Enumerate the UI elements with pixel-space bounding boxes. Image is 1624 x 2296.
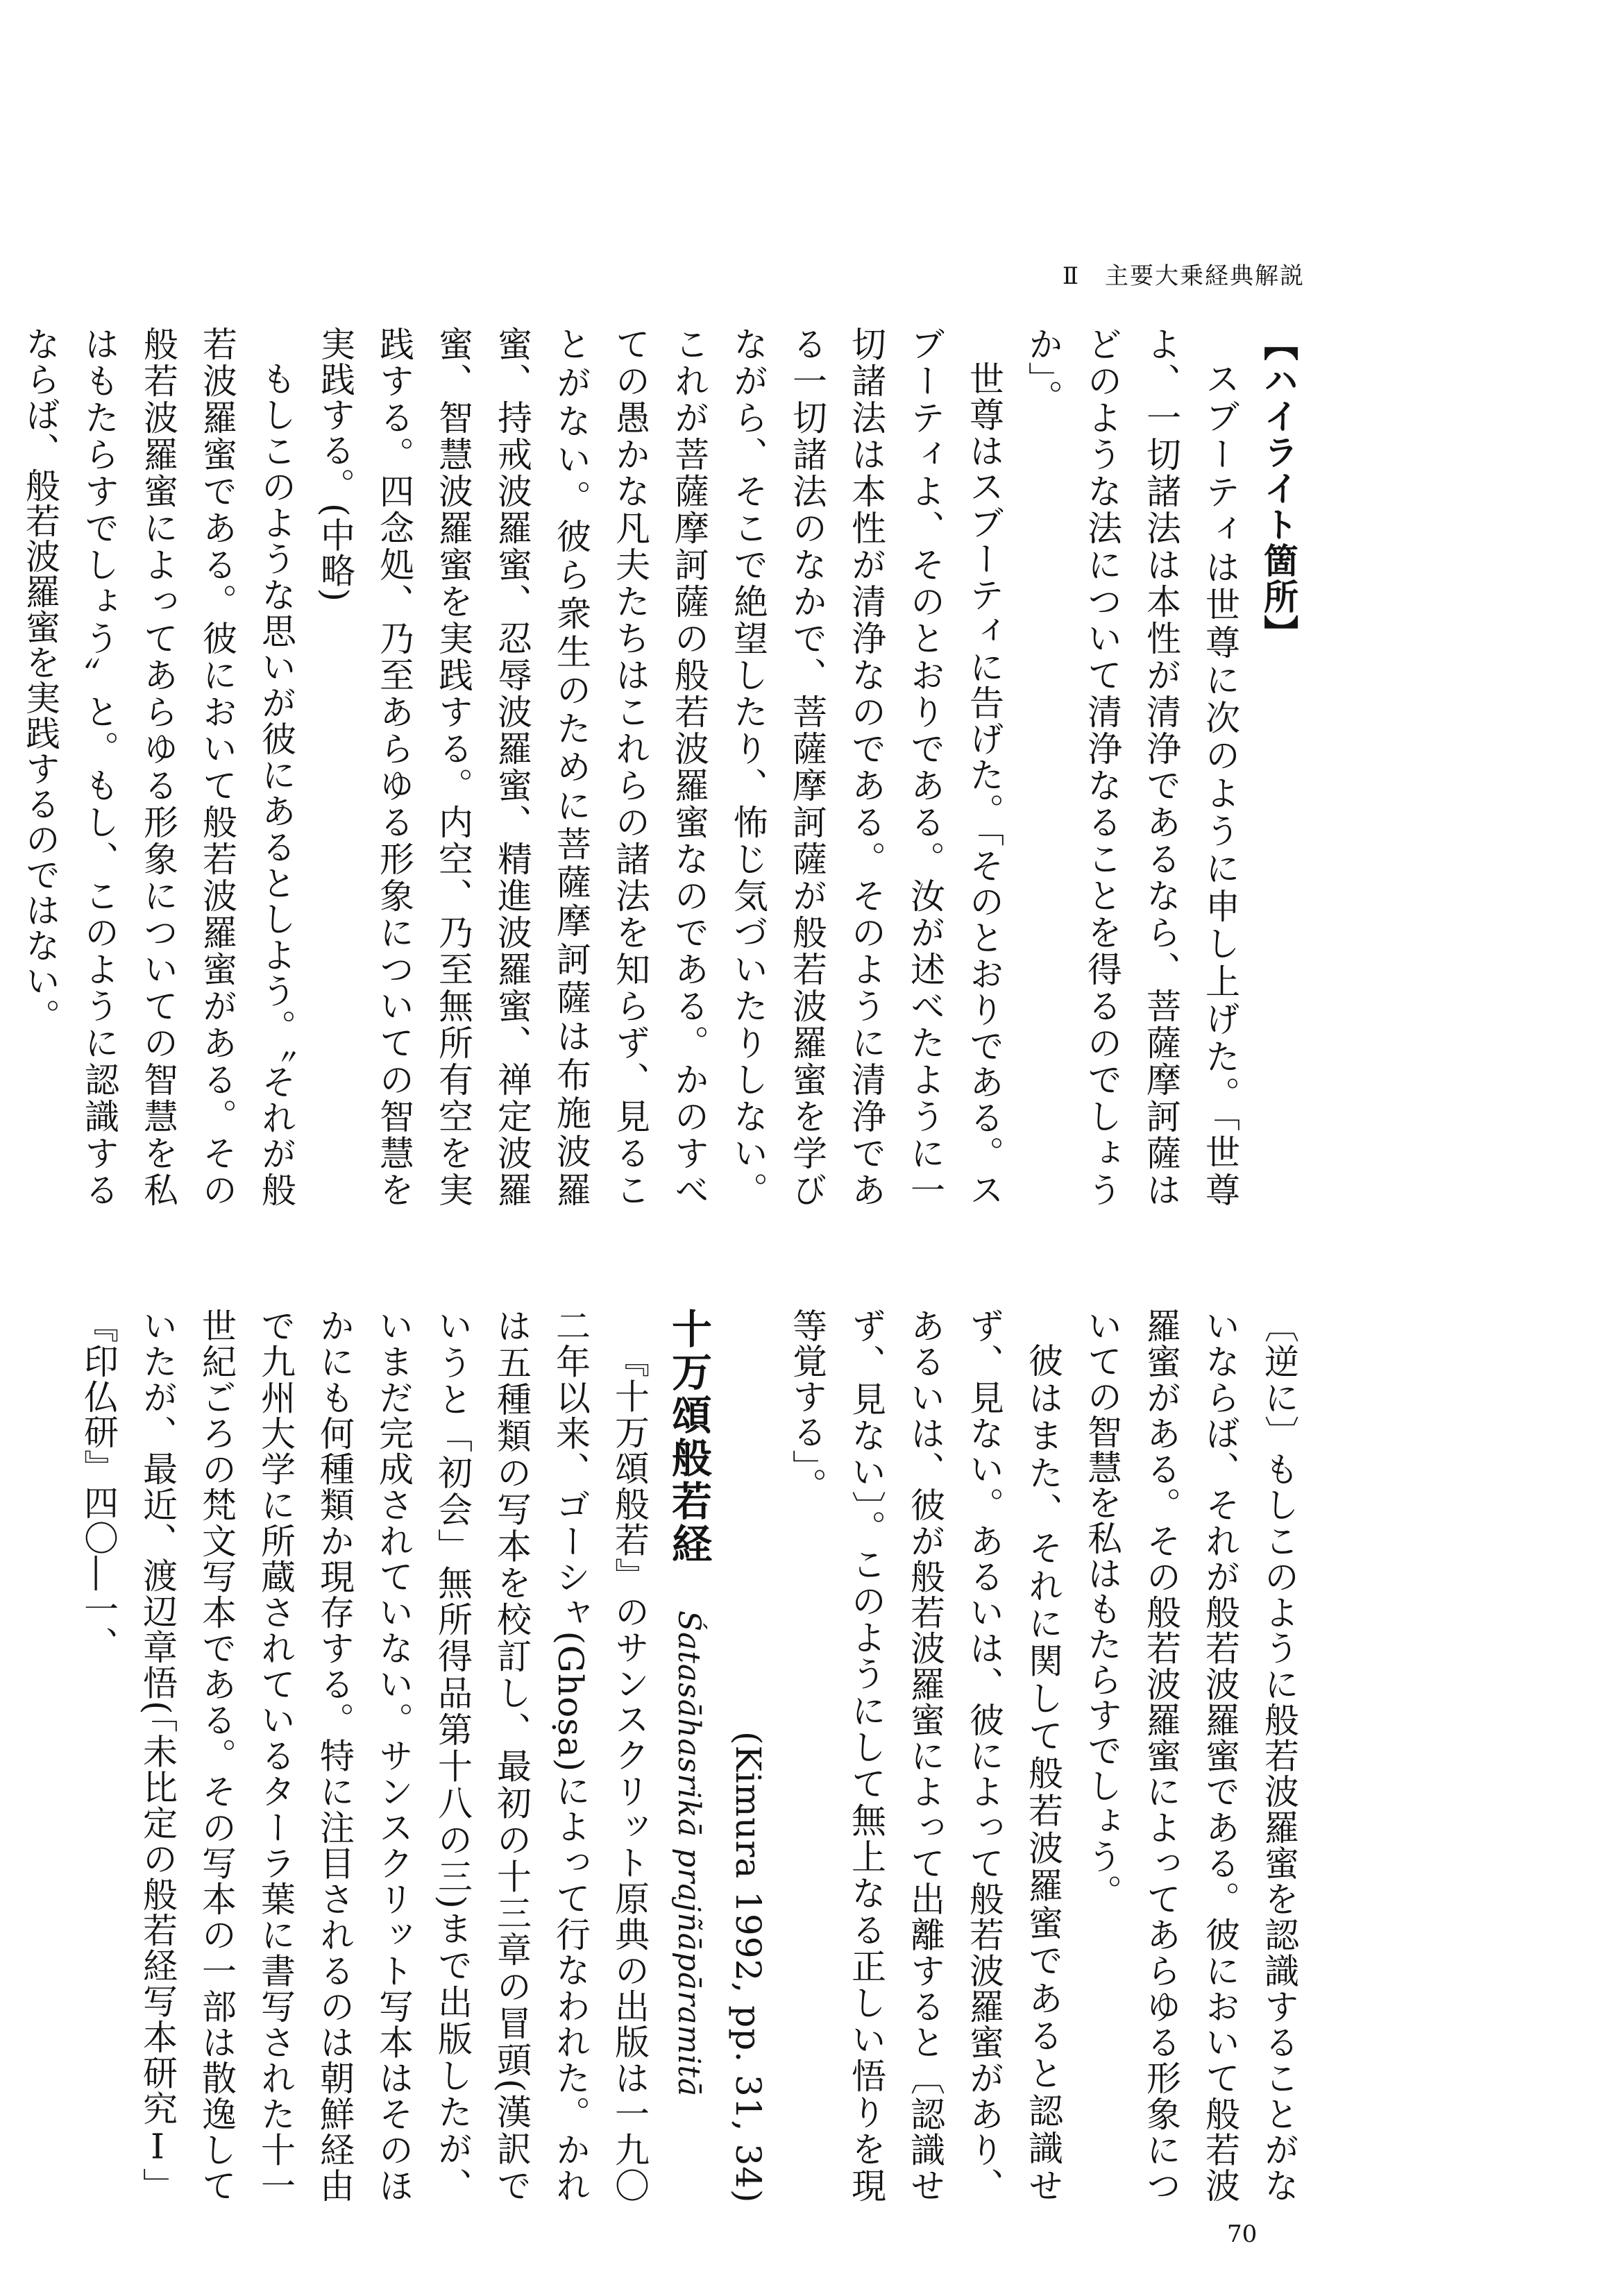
running-header: Ⅱ 主要大乗経典解説 [1062,262,1305,290]
highlight-paragraph-4: 〔逆に〕もしこのように般若波羅蜜を認識することがないならば、それが般若波羅蜜である。彼において般若波羅蜜がある。その般若波羅蜜によってあらゆる形象についての智慧を私はもたらすでしょう。 [1082,1308,1299,2203]
section-title [659,1308,718,2203]
section-title-japanese: 十万頌般若経 [665,1308,712,1566]
highlight-paragraph-2: 世尊はスブーティに告げた。「そのとおりである。スブーティよ、そのとおりである。汝が述べたように一切諸法は本性が清浄なのである。そのように清浄である一切諸法のなかで、菩薩摩訶薩が般若波羅蜜を学びながら、そこで絶望したり、怖じ気づいたりしない。これが菩薩摩訶薩の般若波羅蜜なのである。かのすべての愚かな凡夫たちはこれらの諸法を知らず、見ることがない。彼ら衆生のために菩薩摩訶薩は布施波羅蜜、持戒波羅蜜、忍辱波羅蜜、精進波羅蜜、禅定波羅蜜、智慧波羅蜜を実践する。内空、乃至無所有空を実践する。四念処、乃至あらゆる形象についての智慧を実践する。(中略) [315,326,1004,1207]
section-paragraph-1: 『十万頌般若』のサンスクリット原典の出版は一九〇二年以来、ゴーシャ(Ghoṣa)によって行なわれた。かれは五種類の写本を校訂し、最初の十三章の冒頭(漢訳でいうと「初会」無所得品第十八の三)まで出版したが、いまだ完成されていない。サンスクリット写本はそのほかにも何種類か現存する。特に注目されるのは朝鮮経由で九州大学に所蔵されているターラ葉に書写された十一世紀ごろの梵文写本である。その写本の一部は散逸していたが、最近、渡辺章悟(「未比定の般若経写本研究Ⅰ」『印仏研』四〇―一、 [78,1308,650,2203]
highlight-section [20,326,1308,1207]
lower-section [45,1308,1308,2203]
citation: (Kimura 1992, pp. 31, 34) [728,1730,768,2203]
highlight-paragraph-5: 彼はまた、それに関して般若波羅蜜であると認識せず、見ない。あるいは、彼によって般若波羅蜜があり、あるいは、彼が般若波羅蜜によって出離すると〔認識せず、見ない〕。このようにして無上なる正しい悟りを現等覚する」。 [787,1308,1063,2203]
page-number: 70 [1227,2220,1258,2248]
section-title-romanized: Śatasāhasrikā prajñāpāramitā [671,1610,707,2098]
highlight-paragraph-3: もしこのような思いが彼にあるとしよう。〝それが般若波羅蜜である。彼において般若波羅蜜がある。その般若波羅蜜によってあらゆる形象についての智慧を私はもたらすでしょう〟と。もし、このように認識するならば、般若波羅蜜を実践するのではない。 [20,326,296,1207]
highlight-heading: 【ハイライト箇所】 [1258,326,1299,651]
highlight-paragraph-1: スブーティは世尊に次のように申し上げた。「世尊よ、一切諸法は本性が清浄であるなら、菩薩摩訶薩はどのような法について清浄なることを得るのでしょうか」。 [1023,326,1240,1207]
